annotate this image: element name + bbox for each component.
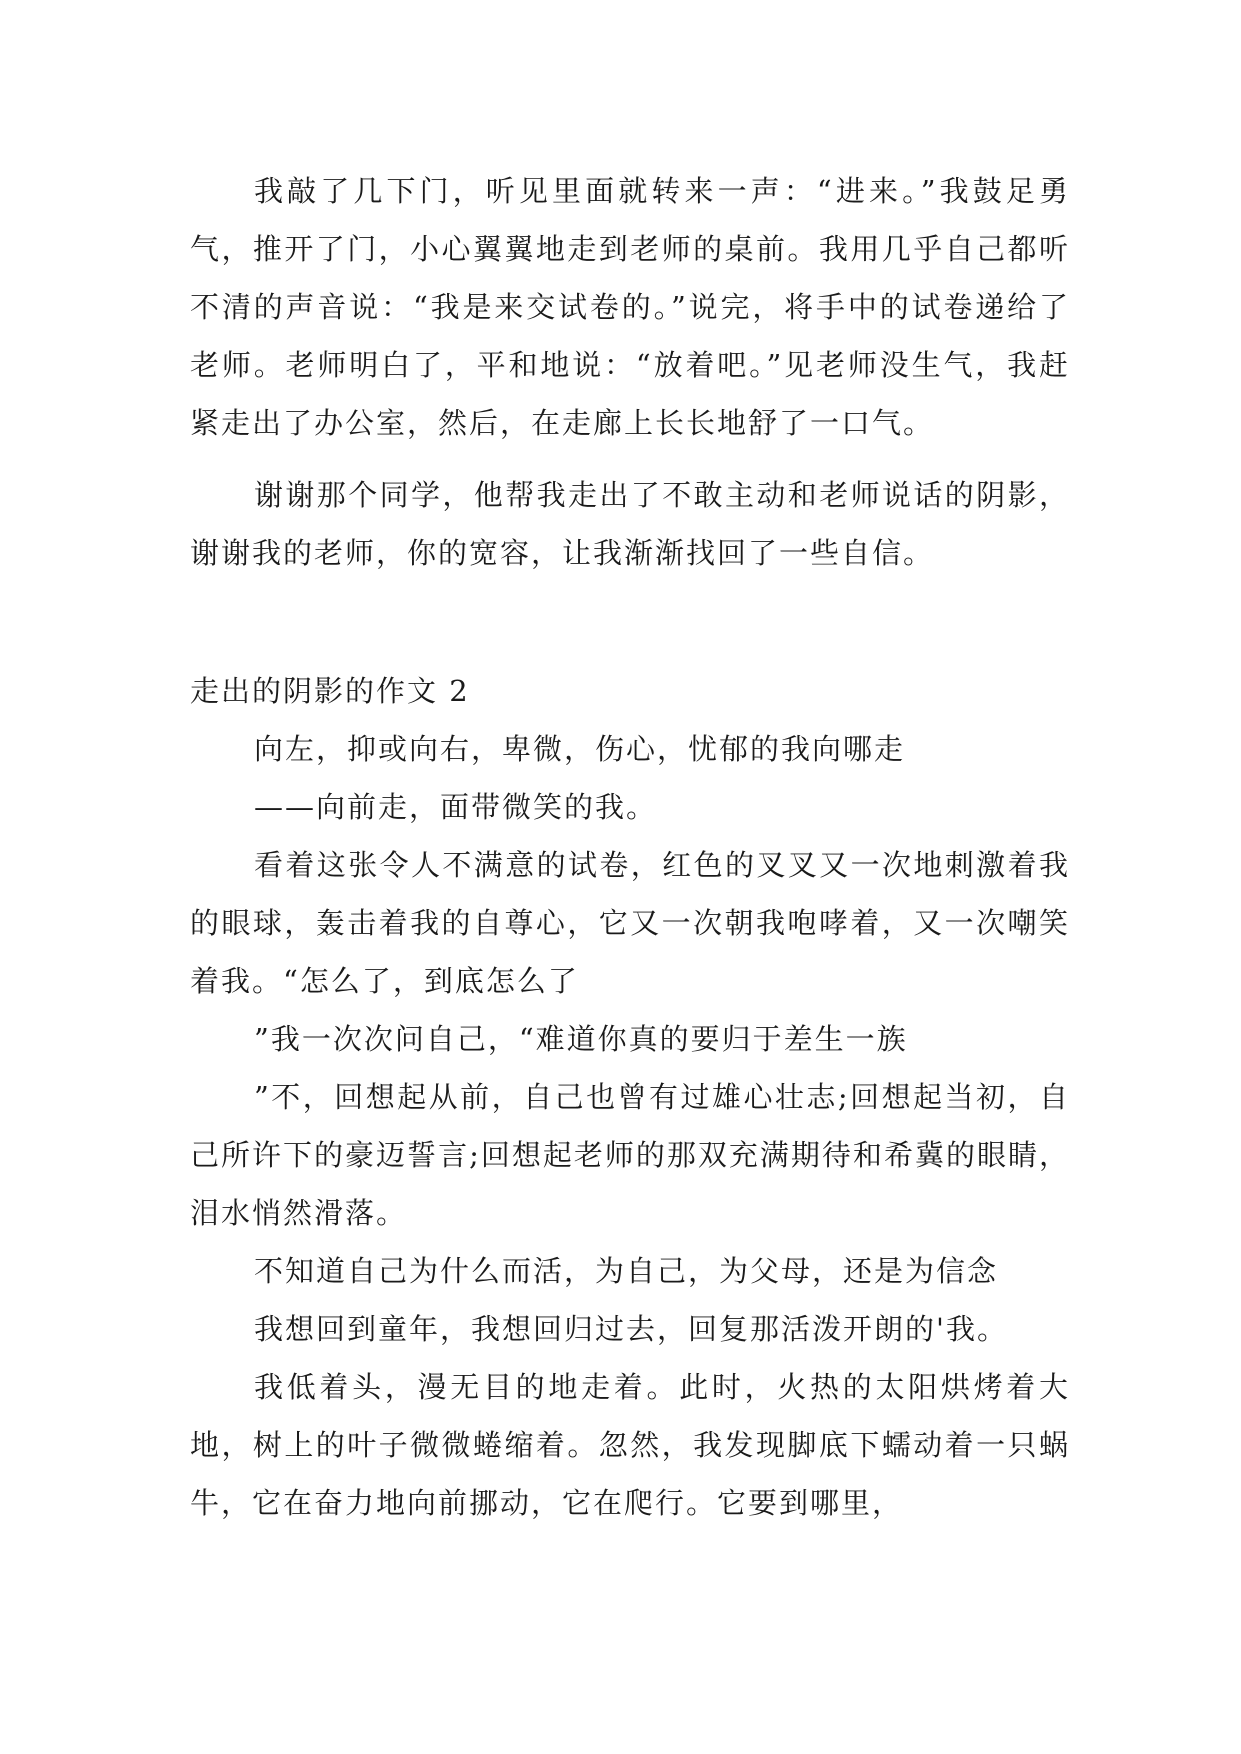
paragraph: 我想回到童年，我想回归过去，回复那活泼开朗的'我。 <box>254 1312 1008 1346</box>
section-gap <box>190 596 1070 662</box>
verse-line: ——向前走，面带微笑的我。 <box>254 790 658 824</box>
section-title: 走出的阴影的作文 2 <box>190 674 470 708</box>
document-page <box>190 162 1070 1532</box>
paragraph: 看着这张令人不满意的试卷，红色的叉叉又一次地刺激着我的眼球，轰击着我的自尊心，它又一次朝我咆哮着，又一次嘲笑着我。“怎么了，到底怎么了 <box>190 848 1070 998</box>
paragraph: 不知道自己为什么而活，为自己，为父母，还是为信念 <box>254 1254 999 1288</box>
paragraph: ”不，回想起从前，自己也曾有过雄心壮志;回想起当初，自己所许下的豪迈誓言;回想起老师的那双充满期待和希冀的眼睛，泪水悄然滑落。 <box>190 1080 1070 1230</box>
paragraph: 我低着头，漫无目的地走着。此时，火热的太阳烘烤着大地，树上的叶子微微蜷缩着。忽然，我发现脚底下蠕动着一只蜗牛，它在奋力地向前挪动，它在爬行。它要到哪里， <box>190 1370 1070 1520</box>
paragraph: 我敲了几下门，听见里面就转来一声：“进来。”我鼓足勇气，推开了门，小心翼翼地走到老师的桌前。我用几乎自己都听不清的声音说：“我是来交试卷的。”说完，将手中的试卷递给了老师。老师明白了，平和地说：“放着吧。”见老师没生气，我赶紧走出了办公室，然后，在走廊上长长地舒了一口气。 <box>190 174 1070 440</box>
verse-line: 向左，抑或向右，卑微，伤心，忧郁的我向哪走 <box>254 732 906 766</box>
paragraph: ”我一次次问自己，“难道你真的要归于差生一族 <box>254 1022 908 1056</box>
paragraph: 谢谢那个同学，他帮我走出了不敢主动和老师说话的阴影，谢谢我的老师，你的宽容，让我渐渐找回了一些自信。 <box>190 478 1070 570</box>
